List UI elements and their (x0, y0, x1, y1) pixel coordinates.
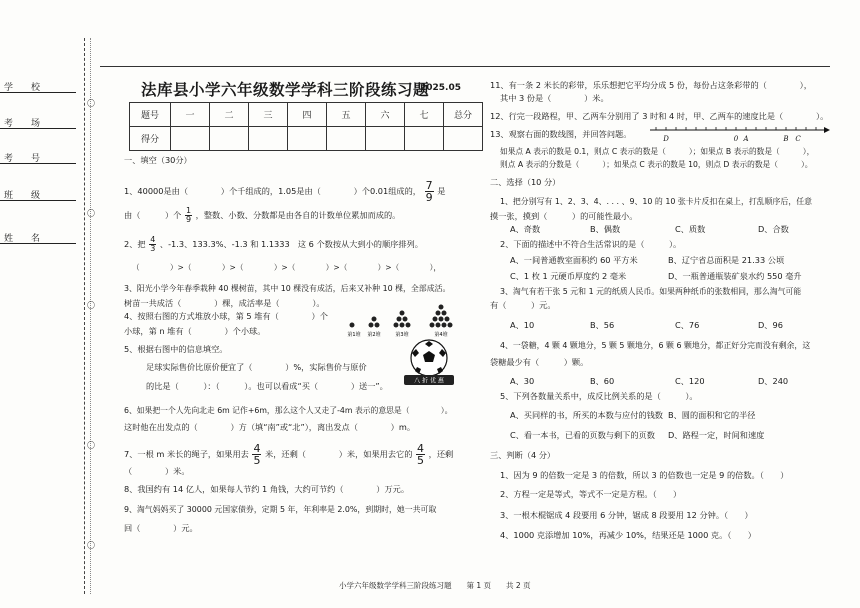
score-cell[interactable] (444, 127, 483, 151)
choice-5-option-c[interactable]: C、看一本书，已看的页数与剩下的页数 (510, 430, 655, 440)
score-header-row (130, 103, 483, 127)
name-label: 姓 名 (4, 234, 41, 244)
question-5a[interactable]: 足球实际售价比原价便宜了（ ）%，实际售价与原价 (146, 362, 367, 372)
room-field[interactable] (0, 115, 76, 129)
choice-4a: 4、一袋糖，4 颗 4 颗地分，5 颗 5 颗地分，6 颗 6 颗地分，都正好分完而没有剩余，这 (500, 341, 811, 350)
exam-number-label: 考 号 (4, 154, 41, 164)
question-13b[interactable]: 则点 A 表示的分数是（ ）；如果点 C 表示的数是 10，则点 D 表示的数是（ ）。 (500, 160, 813, 169)
choice-5-option-d[interactable]: D、路程一定，时间和速度 (668, 430, 765, 440)
score-cell[interactable] (288, 127, 327, 151)
question-6b[interactable]: 这时他在出发点的（ ）方（填“南”或“北”），离出发点（ ）m。 (124, 422, 416, 432)
score-header-cell: 四 (288, 103, 327, 127)
question-13a[interactable]: 如果点 A 表示的数是 0.1，则点 C 表示的数是（ ）；如果点 B 表示的数是（ ）， (500, 147, 815, 156)
numerator: 4 (417, 442, 425, 455)
choice-4b[interactable]: 袋糖最少有（ ）颗。 (490, 357, 589, 367)
pile-2 (369, 317, 380, 328)
question-11b[interactable]: 其中 3 份是（ ）米。 (500, 93, 609, 103)
section-1-title: 一、填空（30分） (124, 155, 192, 165)
question-1b-tail: ，整数、小数、分数都是由各自的计数单位累加而成的。 (195, 210, 401, 220)
question-4a[interactable]: 4、按照右图的方式堆放小球，第 5 堆有（ ）个 (124, 311, 328, 321)
question-5: 5、根据右图中的信息填空。 (124, 344, 228, 354)
choice-1-option-b[interactable]: B、偶数 (590, 224, 621, 234)
choice-4-option-b[interactable]: B、60 (590, 376, 615, 386)
point-b-label: B (783, 135, 789, 143)
question-9b[interactable]: 回（ ）元。 (124, 523, 198, 533)
seal-mark: 〇 (87, 99, 95, 108)
seal-mark: 〇 (87, 541, 95, 550)
seal-mark: 〇 (87, 209, 95, 218)
score-row-label: 得分 (130, 127, 171, 151)
score-header-cell: 六 (366, 103, 405, 127)
denominator: 9 (185, 215, 192, 224)
question-7b[interactable]: （ ）米。 (124, 466, 190, 476)
fraction (416, 443, 425, 466)
school-field[interactable] (0, 79, 76, 93)
point-a-label: A (743, 135, 749, 143)
score-cell[interactable] (327, 127, 366, 151)
question-1a-text: 1、40000是由（ ）个千组成的，1.05是由（ ）个0.01组成的， (124, 186, 421, 196)
point-d-label: D (663, 135, 669, 143)
choice-4-option-a[interactable]: A、30 (510, 376, 535, 386)
denominator: 5 (417, 454, 425, 467)
number-line-figure (648, 122, 830, 146)
question-1b-head: 由（ ）个 (124, 210, 182, 220)
question-12[interactable]: 12、行完一段路程，甲、乙两车分别用了 3 时和 4 时，甲、乙两车的速度比是（ ）。 (490, 111, 829, 121)
question-7-mid: 米，还剩（ ）米，如果用去它的 (265, 449, 413, 459)
score-cell[interactable] (210, 127, 249, 151)
choice-3-option-d[interactable]: D、96 (758, 320, 783, 330)
seal-mark: 〇 (87, 301, 95, 310)
pile-label: 第1堆 (347, 332, 361, 338)
choice-3-option-c[interactable]: C、76 (675, 320, 700, 330)
choice-3-option-b[interactable]: B、56 (590, 320, 615, 330)
exam-number-field[interactable] (0, 150, 76, 164)
choice-5: 5、下列各数量关系中，成反比例关系的是（ ）。 (500, 391, 698, 401)
choice-4-option-d[interactable]: D、240 (758, 376, 789, 386)
choice-2-option-a[interactable]: A、一间普通教室面积约 60 平方米 (510, 255, 638, 265)
binding-seal-line (90, 38, 91, 594)
question-6a[interactable]: 6、如果把一个人先向北走 6m 记作+6m，那么这个人又走了-4m 表示的意思是（ ）。 (124, 406, 453, 415)
score-header-cell: 二 (210, 103, 249, 127)
choice-1-option-c[interactable]: C、质数 (675, 224, 706, 234)
pile-4 (430, 305, 453, 328)
fraction (149, 236, 156, 253)
score-cell[interactable] (171, 127, 210, 151)
top-rule (100, 66, 830, 67)
question-1a (124, 180, 445, 203)
score-header-cell: 三 (249, 103, 288, 127)
choice-5-option-a[interactable]: A、买同样的书，所买的本数与应付的钱数 (510, 410, 663, 420)
denominator: 3 (150, 244, 156, 253)
judge-4[interactable]: 4、1000 克添增加 10%，再减少 10%，结果还是 1000 克。（ ） (500, 530, 756, 540)
choice-2-option-b[interactable]: B、辽宁省总面积是 21.33 公顷 (668, 255, 785, 265)
pile-1 (350, 323, 355, 328)
judge-2[interactable]: 2、方程一定是等式，等式不一定是方程。（ ） (500, 489, 682, 499)
score-cell[interactable] (366, 127, 405, 151)
question-5b[interactable]: 的比是（ ）：（ ）。也可以看成“买（ ）送一”。 (146, 381, 388, 391)
judge-1[interactable]: 1、因为 9 的倍数一定是 3 的倍数，所以 3 的倍数也一定是 9 的倍数。（ ） (500, 470, 789, 480)
binding-cut-line (84, 38, 85, 594)
pile-label: 第3堆 (395, 332, 409, 338)
choice-2-option-c[interactable]: C、1 枚 1 元硬币厚度约 2 毫米 (510, 271, 627, 281)
question-11a[interactable]: 11、有一条 2 米长的彩带，乐乐想把它平均分成 5 份，每份占这条彩带的（ ）， (490, 80, 812, 90)
question-2-blanks[interactable]: （ ）>（ ）>（ ）>（ ）>（ ）>（ ）， (132, 263, 441, 272)
question-2-tail: 、-1.3、133.3%、-1.3 和 1.1333 这 6 个数按从大到小的顺序排列。 (159, 239, 423, 249)
score-header-cell: 七 (405, 103, 444, 127)
score-table (129, 102, 483, 151)
score-value-row (130, 127, 483, 151)
question-8[interactable]: 8、我国约有 14 亿人，如果每人节约 1 角钱，大约可节约（ ）万元。 (124, 484, 410, 494)
choice-1-option-d[interactable]: D、合数 (758, 224, 789, 234)
school-label: 学 校 (4, 83, 41, 93)
judge-3[interactable]: 3、一根木棍锯成 4 段要用 6 分钟，锯成 8 段要用 12 分钟。（ ） (500, 510, 753, 520)
question-7-head: 7、一根 m 米长的绳子，如果用去 (124, 449, 249, 459)
pile-3 (394, 311, 411, 328)
choice-1b[interactable]: 摸一张，摸到（ ）的可能性最小。 (490, 211, 638, 221)
question-7-tail: ，还剩 (428, 449, 454, 459)
denominator: 9 (425, 191, 433, 204)
numerator: 1 (185, 206, 192, 215)
point-zero-label: 0 (733, 135, 739, 143)
choice-5-option-b[interactable]: B、圆的面积和它的半径 (668, 410, 756, 420)
page-title: 法库县小学六年级数学学科三阶段练习题 (141, 81, 430, 99)
pile-label: 第4堆 (434, 332, 448, 338)
question-9a: 9、淘气妈妈买了 30000 元国家债券，定期 5 年，年利率是 2.0%，到期时，她一共可取 (124, 505, 437, 514)
fraction (252, 443, 261, 466)
arrow-right-icon (824, 127, 830, 133)
question-7a (124, 443, 453, 466)
score-cell[interactable] (249, 127, 288, 151)
question-2-head: 2、把 (124, 239, 146, 249)
exam-date: 2025.05 (420, 83, 461, 93)
discount-banner-text: 八 折 优 惠 (414, 377, 444, 385)
name-field[interactable] (0, 230, 76, 244)
score-header-cell: 题号 (130, 103, 171, 127)
choice-2: 2、下面的描述中不符合生活常识的是（ ）。 (500, 239, 682, 249)
choice-1a: 1、把分别写有 1、2、3、4、. . . 、9、10 的 10 张卡片反扣在桌上，打乱顺序后，任意 (500, 197, 813, 206)
room-label: 考 场 (4, 119, 41, 129)
numerator: 7 (425, 179, 433, 192)
choice-3a: 3、淘气有若干张 5 元和 1 元的纸质人民币。如果两种纸币的张数相同，那么淘气可能 (500, 287, 802, 296)
question-13: 13、观察右面的数线图，并回答问题。 (490, 129, 632, 139)
class-field[interactable] (0, 187, 76, 201)
denominator: 5 (253, 454, 261, 467)
point-c-label: C (795, 135, 801, 143)
choice-2-option-d[interactable]: D、一瓶普通瓶装矿泉水约 550 毫升 (668, 271, 802, 281)
choice-3b[interactable]: 有（ ）元。 (490, 300, 556, 310)
choice-4-option-c[interactable]: C、120 (675, 376, 705, 386)
numerator: 4 (253, 442, 261, 455)
pile-label: 第2堆 (367, 332, 381, 338)
score-cell[interactable] (405, 127, 444, 151)
question-3a: 3、阳光小学今年春季栽种 40 棵树苗，其中 10 棵没有成活，后来又补种 10 棵，全部成活。 (124, 284, 451, 293)
numerator: 4 (150, 235, 156, 244)
question-3b[interactable]: 树苗一共成活（ ）棵，成活率是（ ）。 (124, 298, 325, 308)
fraction (185, 207, 192, 224)
question-4b[interactable]: 小球，第 n 堆有（ ）个小球。 (124, 326, 266, 336)
choice-3-option-a[interactable]: A、10 (510, 320, 535, 330)
class-label: 班 级 (4, 191, 41, 201)
soccer-ball-figure (398, 338, 460, 388)
section-2-title: 二、选择（10 分） (490, 177, 561, 187)
ball-piles-figure (338, 300, 463, 340)
section-3-title: 三、判断（4 分） (490, 450, 556, 460)
choice-1-option-a[interactable]: A、奇数 (510, 224, 541, 234)
score-header-cell: 一 (171, 103, 210, 127)
seal-mark: 〇 (87, 441, 95, 450)
score-header-cell: 五 (327, 103, 366, 127)
question-1a-tail: 是 (437, 186, 446, 196)
question-2 (124, 236, 423, 253)
fraction (425, 180, 434, 203)
score-header-cell: 总分 (444, 103, 483, 127)
question-1b (124, 207, 400, 224)
page-footer: 小学六年级数学学科三阶段练习题 第 1 页 共 2 页 (339, 581, 531, 590)
